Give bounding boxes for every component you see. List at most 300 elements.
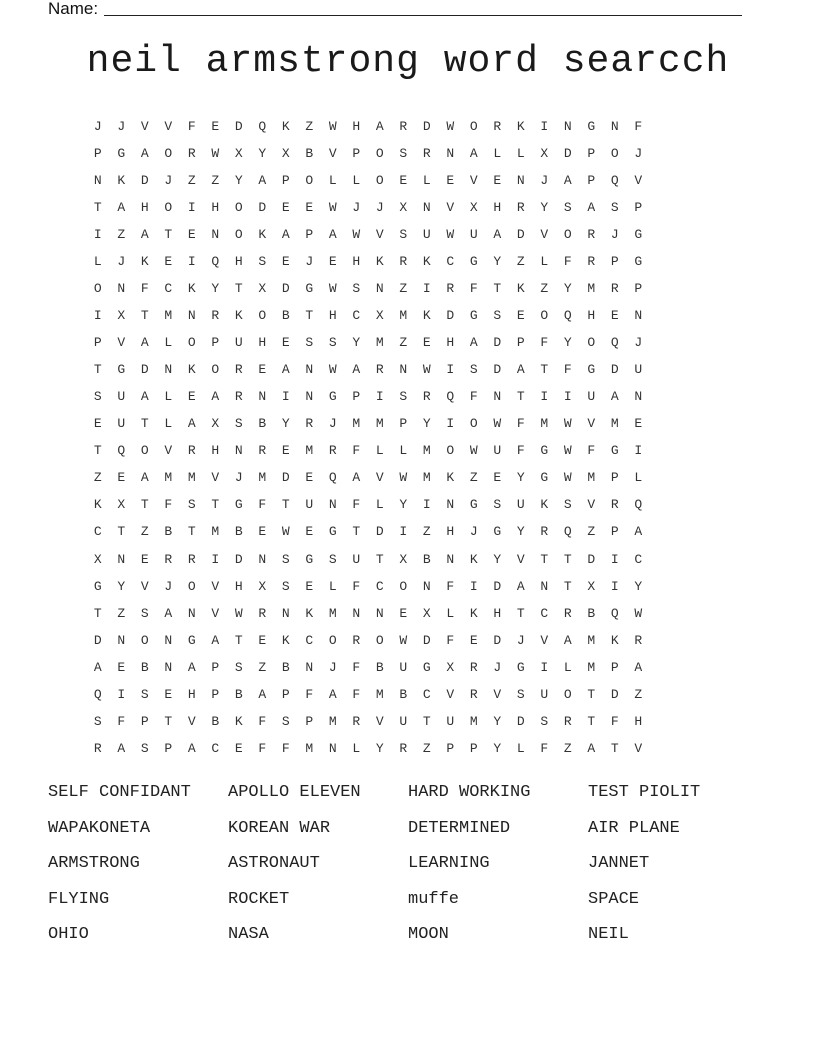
grid-cell: S — [328, 551, 337, 567]
grid-cell: A — [211, 389, 220, 405]
grid-cell: R — [187, 551, 196, 567]
grid-cell: Q — [610, 605, 619, 621]
grid-cell: T — [563, 578, 572, 594]
grid-cell: U — [305, 497, 314, 513]
grid-row — [86, 168, 650, 195]
grid-cell: V — [187, 713, 196, 729]
grid-cell: H — [234, 578, 243, 594]
grid-cell: T — [211, 497, 220, 513]
grid-cell: E — [422, 335, 431, 351]
grid-cell: F — [117, 713, 126, 729]
grid-cell: S — [493, 308, 502, 324]
grid-cell: P — [140, 713, 149, 729]
grid-cell: P — [446, 740, 455, 756]
grid-cell: R — [399, 119, 408, 134]
grid-row — [86, 628, 650, 655]
grid-cell: Z — [399, 335, 408, 351]
grid-cell: V — [117, 335, 126, 351]
grid-cell: V — [634, 740, 643, 756]
grid-cell: Y — [516, 524, 525, 540]
word-list-item: ASTRONAUT — [228, 854, 320, 874]
grid-cell: W — [493, 416, 502, 432]
grid-cell: J — [328, 416, 337, 432]
grid-cell: S — [563, 497, 572, 513]
grid-cell: M — [610, 416, 619, 432]
grid-cell: H — [234, 254, 243, 270]
grid-cell: D — [258, 200, 267, 216]
grid-cell: A — [140, 389, 149, 405]
grid-cell: N — [234, 443, 243, 459]
grid-cell: O — [587, 335, 596, 351]
grid-cell: B — [587, 605, 596, 621]
grid-cell: W — [563, 443, 572, 459]
grid-cell: C — [352, 308, 361, 324]
grid-cell: M — [211, 524, 220, 540]
grid-row — [86, 601, 650, 628]
grid-cell: O — [164, 146, 173, 162]
grid-cell: A — [281, 227, 290, 243]
grid-cell: G — [587, 119, 596, 134]
grid-cell: H — [328, 308, 337, 324]
grid-cell: Q — [93, 686, 102, 702]
grid-cell: T — [610, 740, 619, 756]
grid-cell: J — [117, 254, 126, 270]
grid-row — [86, 574, 650, 601]
grid-cell: P — [93, 146, 102, 162]
grid-cell: R — [540, 524, 549, 540]
grid-cell: A — [493, 227, 502, 243]
grid-cell: T — [352, 524, 361, 540]
grid-cell: O — [563, 686, 572, 702]
grid-cell: J — [164, 173, 173, 189]
grid-cell: E — [258, 524, 267, 540]
grid-cell: A — [93, 659, 102, 675]
grid-cell: N — [446, 497, 455, 513]
grid-cell: D — [281, 470, 290, 486]
grid-cell: P — [587, 173, 596, 189]
grid-cell: L — [164, 416, 173, 432]
grid-cell: Z — [305, 119, 314, 134]
grid-cell: E — [305, 578, 314, 594]
grid-cell: N — [117, 632, 126, 648]
grid-cell: E — [446, 173, 455, 189]
grid-cell: C — [446, 254, 455, 270]
grid-cell: G — [117, 362, 126, 378]
grid-cell: N — [352, 605, 361, 621]
grid-cell: E — [493, 173, 502, 189]
grid-cell: U — [352, 551, 361, 567]
grid-cell: V — [211, 578, 220, 594]
grid-cell: M — [422, 470, 431, 486]
grid-cell: P — [305, 713, 314, 729]
grid-cell: I — [422, 497, 431, 513]
grid-cell: E — [93, 416, 102, 432]
grid-cell: E — [328, 254, 337, 270]
grid-cell: S — [540, 713, 549, 729]
grid-cell: D — [234, 551, 243, 567]
grid-row — [86, 438, 650, 465]
grid-cell: K — [187, 362, 196, 378]
grid-cell: K — [516, 281, 525, 297]
grid-cell: Z — [634, 686, 643, 702]
grid-cell: M — [305, 740, 314, 756]
grid-cell: P — [634, 281, 643, 297]
grid-cell: H — [634, 713, 643, 729]
grid-cell: C — [305, 632, 314, 648]
grid-cell: D — [140, 173, 149, 189]
grid-cell: Y — [352, 335, 361, 351]
grid-cell: J — [352, 200, 361, 216]
grid-cell: H — [493, 605, 502, 621]
grid-cell: K — [281, 632, 290, 648]
grid-cell: F — [563, 254, 572, 270]
word-list-item: NASA — [228, 925, 269, 945]
grid-cell: A — [187, 659, 196, 675]
grid-cell: A — [281, 362, 290, 378]
grid-cell: Z — [563, 740, 572, 756]
grid-cell: P — [352, 146, 361, 162]
grid-cell: N — [375, 281, 384, 297]
grid-cell: S — [93, 389, 102, 405]
grid-cell: L — [634, 470, 643, 486]
grid-cell: V — [140, 578, 149, 594]
grid-cell: W — [446, 119, 455, 134]
grid-cell: B — [281, 308, 290, 324]
grid-cell: H — [493, 200, 502, 216]
grid-cell: O — [93, 281, 102, 297]
word-row — [48, 889, 768, 925]
grid-cell: L — [516, 740, 525, 756]
grid-cell: C — [164, 281, 173, 297]
grid-row — [86, 519, 650, 546]
grid-row — [86, 357, 650, 384]
grid-cell: J — [234, 470, 243, 486]
grid-cell: T — [305, 308, 314, 324]
grid-cell: T — [375, 551, 384, 567]
grid-cell: A — [469, 146, 478, 162]
grid-cell: A — [140, 227, 149, 243]
grid-cell: D — [446, 308, 455, 324]
grid-cell: A — [469, 335, 478, 351]
grid-cell: U — [446, 713, 455, 729]
grid-cell: T — [281, 497, 290, 513]
grid-cell: L — [563, 659, 572, 675]
grid-cell: S — [399, 389, 408, 405]
grid-cell: P — [610, 470, 619, 486]
grid-cell: A — [117, 740, 126, 756]
grid-cell: E — [399, 605, 408, 621]
grid-cell: Z — [117, 227, 126, 243]
grid-cell: V — [516, 551, 525, 567]
grid-cell: X — [375, 308, 384, 324]
grid-cell: C — [211, 740, 220, 756]
grid-cell: U — [117, 389, 126, 405]
grid-cell: S — [234, 659, 243, 675]
grid-cell: J — [328, 659, 337, 675]
grid-cell: L — [328, 173, 337, 189]
grid-cell: G — [634, 254, 643, 270]
grid-cell: F — [352, 686, 361, 702]
grid-cell: W — [563, 470, 572, 486]
grid-cell: N — [399, 362, 408, 378]
grid-cell: E — [164, 254, 173, 270]
grid-cell: F — [258, 713, 267, 729]
grid-cell: G — [234, 497, 243, 513]
grid-cell: Z — [117, 605, 126, 621]
grid-cell: G — [187, 632, 196, 648]
grid-cell: M — [164, 308, 173, 324]
grid-cell: V — [164, 119, 173, 134]
grid-cell: P — [610, 659, 619, 675]
grid-cell: K — [540, 497, 549, 513]
grid-cell: F — [305, 686, 314, 702]
grid-cell: U — [399, 713, 408, 729]
grid-cell: X — [258, 578, 267, 594]
grid-cell: A — [187, 740, 196, 756]
word-list-item: MOON — [408, 925, 449, 945]
grid-cell: O — [234, 227, 243, 243]
grid-cell: L — [516, 146, 525, 162]
grid-cell: R — [399, 740, 408, 756]
word-row — [48, 818, 768, 854]
grid-cell: F — [587, 443, 596, 459]
grid-cell: F — [446, 632, 455, 648]
grid-cell: D — [610, 362, 619, 378]
grid-cell: Y — [281, 416, 290, 432]
grid-cell: Q — [211, 254, 220, 270]
grid-cell: E — [117, 470, 126, 486]
grid-cell: R — [164, 551, 173, 567]
grid-cell: I — [446, 362, 455, 378]
grid-cell: F — [352, 659, 361, 675]
grid-cell: A — [187, 416, 196, 432]
grid-cell: P — [352, 389, 361, 405]
grid-cell: B — [258, 416, 267, 432]
grid-cell: K — [305, 605, 314, 621]
grid-cell: Y — [422, 416, 431, 432]
grid-cell: Y — [516, 470, 525, 486]
grid-cell: L — [540, 254, 549, 270]
grid-cell: V — [140, 119, 149, 134]
grid-cell: T — [493, 281, 502, 297]
grid-cell: T — [587, 686, 596, 702]
grid-cell: A — [140, 335, 149, 351]
grid-cell: N — [164, 362, 173, 378]
grid-cell: Y — [234, 173, 243, 189]
grid-cell: J — [469, 524, 478, 540]
grid-cell: M — [422, 443, 431, 459]
grid-cell: D — [493, 335, 502, 351]
word-list-item: OHIO — [48, 925, 89, 945]
grid-cell: M — [375, 335, 384, 351]
grid-cell: E — [281, 335, 290, 351]
grid-cell: E — [211, 119, 220, 134]
grid-cell: C — [540, 605, 549, 621]
grid-cell: O — [164, 200, 173, 216]
grid-cell: R — [305, 416, 314, 432]
grid-cell: P — [281, 173, 290, 189]
grid-cell: U — [399, 659, 408, 675]
grid-cell: R — [516, 200, 525, 216]
grid-cell: A — [258, 686, 267, 702]
grid-cell: Z — [540, 281, 549, 297]
grid-cell: D — [375, 524, 384, 540]
grid-cell: I — [540, 389, 549, 405]
grid-cell: E — [187, 227, 196, 243]
grid-cell: K — [187, 281, 196, 297]
grid-cell: T — [140, 497, 149, 513]
grid-cell: G — [328, 524, 337, 540]
grid-cell: Z — [469, 470, 478, 486]
grid-cell: R — [187, 443, 196, 459]
grid-cell: T — [93, 362, 102, 378]
grid-cell: A — [352, 362, 361, 378]
grid-cell: S — [469, 362, 478, 378]
grid-cell: Q — [610, 335, 619, 351]
grid-cell: I — [446, 416, 455, 432]
grid-cell: M — [305, 443, 314, 459]
grid-cell: I — [211, 551, 220, 567]
grid-cell: N — [516, 173, 525, 189]
grid-cell: E — [305, 200, 314, 216]
grid-cell: P — [281, 686, 290, 702]
grid-cell: N — [187, 308, 196, 324]
grid-cell: X — [540, 146, 549, 162]
grid-cell: X — [399, 200, 408, 216]
grid-cell: R — [258, 443, 267, 459]
grid-cell: R — [563, 713, 572, 729]
grid-cell: R — [328, 443, 337, 459]
grid-row — [86, 736, 650, 763]
grid-cell: I — [540, 659, 549, 675]
grid-cell: J — [375, 200, 384, 216]
grid-cell: R — [422, 146, 431, 162]
word-list-item: SPACE — [588, 889, 640, 909]
letter-grid — [86, 114, 650, 763]
grid-cell: P — [587, 146, 596, 162]
grid-cell: U — [634, 362, 643, 378]
grid-cell: G — [634, 227, 643, 243]
grid-cell: K — [516, 119, 525, 134]
grid-cell: V — [375, 713, 384, 729]
grid-cell: O — [399, 578, 408, 594]
grid-cell: R — [93, 740, 102, 756]
grid-cell: H — [211, 443, 220, 459]
grid-cell: W — [281, 524, 290, 540]
grid-cell: T — [93, 605, 102, 621]
grid-row — [86, 141, 650, 168]
grid-cell: H — [352, 254, 361, 270]
grid-cell: E — [258, 632, 267, 648]
name-label: Name: — [48, 0, 99, 18]
grid-cell: N — [563, 119, 572, 134]
grid-cell: S — [610, 200, 619, 216]
grid-cell: A — [328, 686, 337, 702]
grid-cell: W — [328, 200, 337, 216]
grid-cell: A — [140, 146, 149, 162]
grid-cell: L — [93, 254, 102, 270]
grid-cell: D — [93, 632, 102, 648]
grid-cell: Z — [516, 254, 525, 270]
grid-cell: E — [610, 308, 619, 324]
grid-cell: G — [610, 443, 619, 459]
grid-cell: Y — [493, 740, 502, 756]
grid-cell: W — [563, 416, 572, 432]
name-underline — [104, 15, 742, 16]
grid-cell: P — [305, 227, 314, 243]
grid-row — [86, 465, 650, 492]
grid-cell: X — [446, 659, 455, 675]
grid-cell: T — [540, 362, 549, 378]
grid-cell: A — [516, 578, 525, 594]
grid-cell: Y — [258, 146, 267, 162]
grid-cell: G — [540, 443, 549, 459]
grid-cell: X — [281, 146, 290, 162]
word-list-item: DETERMINED — [408, 818, 511, 838]
grid-cell: P — [516, 335, 525, 351]
grid-cell: Z — [211, 173, 220, 189]
grid-cell: Z — [258, 659, 267, 675]
grid-cell: Z — [187, 173, 196, 189]
grid-cell: S — [140, 686, 149, 702]
word-list — [48, 782, 768, 960]
grid-cell: R — [610, 497, 619, 513]
grid-cell: W — [399, 470, 408, 486]
grid-cell: G — [540, 470, 549, 486]
grid-cell: B — [234, 686, 243, 702]
grid-cell: E — [117, 659, 126, 675]
grid-cell: H — [258, 335, 267, 351]
grid-cell: C — [634, 551, 643, 567]
grid-cell: X — [117, 308, 126, 324]
grid-cell: K — [469, 605, 478, 621]
grid-row — [86, 249, 650, 276]
grid-cell: E — [399, 173, 408, 189]
word-list-item: TEST PIOLIT — [588, 783, 701, 802]
grid-cell: Y — [634, 578, 643, 594]
grid-cell: S — [93, 713, 102, 729]
grid-cell: R — [446, 281, 455, 297]
word-list-item: APOLLO ELEVEN — [228, 783, 361, 802]
grid-cell: T — [187, 524, 196, 540]
grid-cell: N — [305, 389, 314, 405]
grid-cell: R — [187, 146, 196, 162]
word-list-item: HARD WORKING — [408, 783, 531, 802]
grid-cell: F — [187, 119, 196, 134]
grid-cell: D — [281, 281, 290, 297]
grid-cell: N — [258, 389, 267, 405]
grid-cell: D — [422, 632, 431, 648]
grid-cell: N — [117, 281, 126, 297]
grid-cell: G — [516, 659, 525, 675]
grid-cell: O — [328, 632, 337, 648]
grid-cell: D — [587, 551, 596, 567]
grid-cell: P — [634, 200, 643, 216]
grid-cell: W — [211, 146, 220, 162]
grid-cell: L — [375, 443, 384, 459]
grid-cell: E — [634, 416, 643, 432]
grid-cell: K — [234, 713, 243, 729]
grid-cell: H — [187, 686, 196, 702]
grid-cell: P — [211, 659, 220, 675]
grid-cell: M — [587, 281, 596, 297]
grid-cell: J — [610, 227, 619, 243]
grid-cell: R — [563, 605, 572, 621]
grid-cell: V — [375, 227, 384, 243]
grid-cell: K — [375, 254, 384, 270]
grid-cell: E — [305, 524, 314, 540]
grid-cell: L — [352, 740, 361, 756]
